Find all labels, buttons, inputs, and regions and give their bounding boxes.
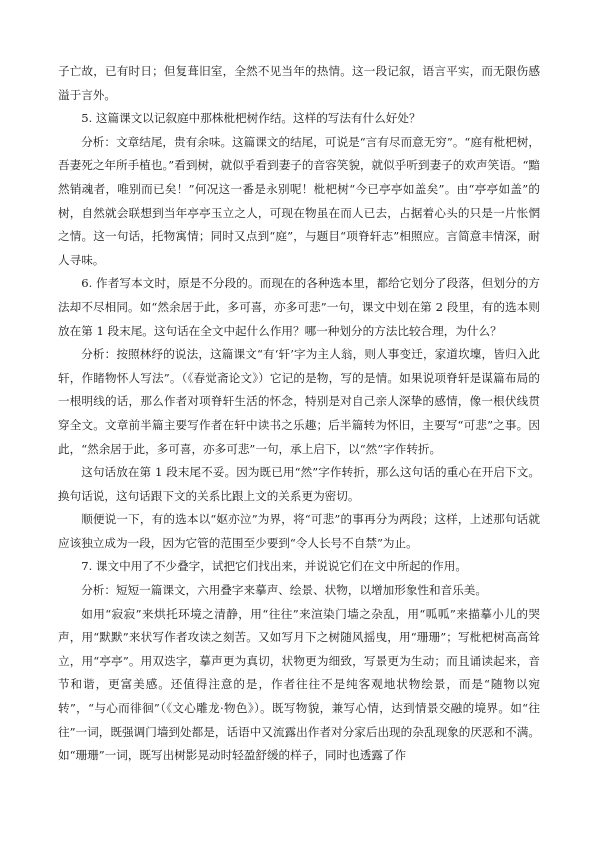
document-body [58,60,540,768]
paragraph-intro-continuation: 子亡故，已有时日；但复葺旧室，全然不见当年的热情。这一段记叙，语言平实，而无限伤感溢于言外。 [58,64,540,102]
analysis-6-paragraph-3: 顺便说一下，有的选本以“妪亦泣”为界，将“可悲”的事再分为两段；这样，上述那句话就应该独立成为一段，因为它管的范围至少要到“令人长号不自禁”为止。 [58,512,540,550]
analysis-7-paragraph-2: 如用“寂寂”来烘托环境之清静，用“往往”来渲染门墙之杂乱，用“呱呱”来描摹小儿的哭声，用“默默”来状写作者攻读之刻苦。又如写月下之树随风摇曳，用“珊珊”；写枇杷树高高耸立，用“亭亭”。用双迭字，摹声更为真切，状物更为细致，写景更为生动；而且诵读起来，音节和谐，更富美感。还值得注意的是，作者往往不是纯客观地状物绘景，而是“随物以宛转”，“与心而徘徊”（《文心雕龙·物色》）。既写物貌，兼写心情，达到情景交融的境界。如“往往”一词，既强调门墙到处都是，话语中又流露出作者对分家后出现的杂乱现象的厌恶和不满。如“珊珊”一词，既写出树影晃动时轻盈舒缓的样子，同时也透露了作 [58,606,540,763]
question-7: 7. 课文中用了不少叠字，试把它们找出来，并说说它们在文中所起的作用。 [81,559,467,574]
analysis-7: 分析：短短一篇课文，六用叠字来摹声、绘景、状物，以增加形象性和音乐美。 [81,583,487,598]
analysis-5: 分析：文章结尾，贵有余味。这篇课文的结尾，可说是“言有尽而意无穷”。“庭有枇杷树，吾妻死之年所手植也。”看到树，就似乎看到妻子的音容笑貌，就似乎听到妻子的欢声笑语。“黯然销魂者，唯别而已矣！”何况这一番是永别呢！枇杷树“今已亭亭如盖矣”。由“亭亭如盖”的树，自然就会联想到当年亭亭玉立之人，可现在物虽在而人已去，占据着心头的只是一片怅惘之情。这一句话，托物寓情；同时又点到“庭”，与题目“项脊轩志”相照应。言简意丰情深，耐人寻味。 [58,134,540,267]
question-5: 5. 这篇课文以记叙庭中那株枇杷树作结。这样的写法有什么好处？ [81,111,421,126]
question-6: 6. 作者写本文时，原是不分段的。而现在的各种选本里，都给它划分了段落，但划分的方法却不尽相同。如“然余居于此，多可喜，亦多可悲”一句，课文中划在第 2 段里，有的选本则放在第 1 段末尾。这句话在全文中起什么作用？哪一种划分的方法比较合理，为什么？ [58,276,540,338]
analysis-6: 分析：按照林纾的说法，这篇课文“有‘轩’字为主人翁，则人事变迁，家道坎壈，皆归入此轩，作睹物怀人写法”。（《春觉斋论文》）它记的是物，写的是情。如果说项脊轩是谋篇布局的一根明线的话，那么作者对项脊轩生活的怀念，特别是对自己亲人深挚的感情，像一根伏线贯穿全文。文章前半篇主要写作者在轩中读书之乐趣；后半篇转为怀旧，主要写“可悲”之事。因此，“然余居于此，多可喜，亦多可悲”一句，承上启下，以“然”字作转折。 [58,347,540,456]
analysis-6-paragraph-2: 这句话放在第 1 段末尾不妥。因为既已用“然”字作转折，那么这句话的重心在开启下文。换句话说，这句话跟下文的关系比跟上文的关系更为密切。 [58,465,540,503]
